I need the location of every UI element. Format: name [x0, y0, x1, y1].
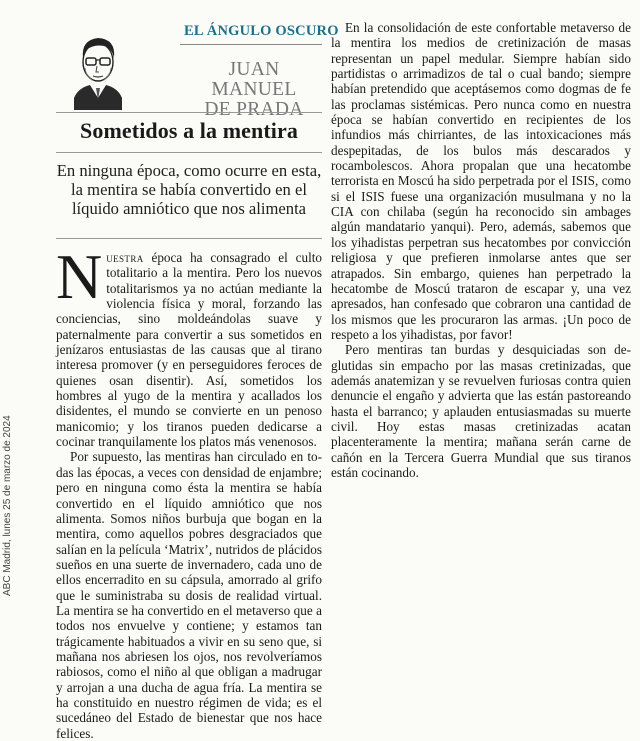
body-paragraph-4: Pero mentiras tan burdas y desquiciadas son deglutidas sin empacho por las masas cretinizadas, que además anatemizan y se revuelven furiosas contra quien denuncie el engaño y advierta que las están pastoreando hasta el barranco; y aplauden entusiasmadas su muerte civil. Hoy estas masas cretinizadas acatan placenteramente la mentira; mañana serán carne de cañón en la Tercera Guerra Mundial que sus tiranos están cocinando.	[331, 342, 631, 480]
paragraph-1-text: época ha consagrado el culto totalitario a la mentira. Pero los nuevos totalitarismos ya no actúan mediante la violencia física y moral, forzando las conciencias, sino moldeándolas suave y paternalmente para convertir a sus sometidos en jenízaros entusiastas de las causas que al tirano interesa promover (y en perseguidores feroces de quienes osan disentir). Así, sometidos los hombres al yugo de la mentira y acallados los disidentes, el mundo se convierte en un penoso manicomio; y los tiranos pueden dedicarse a cocinar tranquilamente los platos más venenosos.	[56, 250, 322, 450]
section-rule	[180, 44, 322, 45]
body-paragraph-3: En la consolidación de este confortable metaverso de la mentira los medios de cretinización de masas representan un papel medular. Siempre habían sido partidistas o arrimadizos de tal o cual bando; siempre habían pretendido que aceptásemos como dogmas de fe las proclamas sistémicas. Pero nunca como en nuestra época se habían convertido en recipientes de los infundios más chirriantes, de las intoxicaciones más despepitadas, de los bulos más descarados y rocambolescos. Ahora propalan que una hecatombe terrorista en Moscú ha sido perpetrada por el ISIS, como si el ISIS fuese una organización musulmana y no la CIA con chilaba (según ha reconocido sin ambages algún mandatario yanqui). Pero, además, sabemos que los yihadistas perpetran sus hecatombes por convicción religiosa y que prefieren inmolarse antes que ser atrapados. Sin embargo, quienes han perpetrado la hecatombe de Moscú trataron de escapar y, una vez apresados, han confesado que cobraron una cantidad de los mismos que les procuraron las armas. ¡Un poco de respeto a los yihadistas, por favor!	[331, 20, 631, 342]
author-name	[184, 60, 324, 120]
body-column-right	[331, 20, 631, 572]
section-title: EL ÁNGULO OSCURO	[184, 23, 339, 39]
deck-subtitle: En ninguna época, como ocurre en esta, la mentira se había convertido en el líquido amniótico que nos alimenta	[56, 161, 322, 219]
author-first-name: JUAN MANUEL	[211, 59, 297, 100]
divider-deck	[56, 238, 322, 239]
divider-top	[56, 112, 322, 113]
headline: Sometidos a la mentira	[80, 118, 298, 143]
dateline: ABC Madrid, lunes 25 de marzo de 2024	[2, 415, 13, 596]
author-portrait-drawing	[68, 28, 128, 110]
body-column-left	[56, 241, 322, 741]
body-paragraph-2: Por supuesto, las mentiras han circulado en todas las épocas, a veces con densidad de enjambre; pero en ninguna como ésta la mentira se había convertido en el líquido amniótico que nos alimenta. Somos niños burbuja que bogan en la mentira, como aquellos pobres desgraciados que salían en la película ‘Matrix’, nutridos de plácidos sueños en una suerte de invernadero, cada uno de ellos encerradito en su cápsula, amorrado al grifo que le suministraba su dosis de realidad virtual. La mentira se ha convertido en el metaverso que a todos nos envuelve y contiene; y estamos tan trágicamente habituados a vivir en su seno que, si mañana nos abriesen los ojos, nos revolveríamos rabiosos, como el niño al que obligan a madrugar y arrojan a una ducha de agua fría. La mentira se ha constituido en nuestro régimen de vida; es el sucedáneo del Estado de bienestar que nos hace felices.	[56, 449, 322, 741]
drop-cap: N	[56, 241, 103, 312]
body-paragraph-1	[56, 241, 322, 450]
author-last-name: DE PRADA	[204, 99, 304, 120]
lead-in: uestra	[106, 250, 144, 265]
divider-headline	[56, 152, 322, 153]
